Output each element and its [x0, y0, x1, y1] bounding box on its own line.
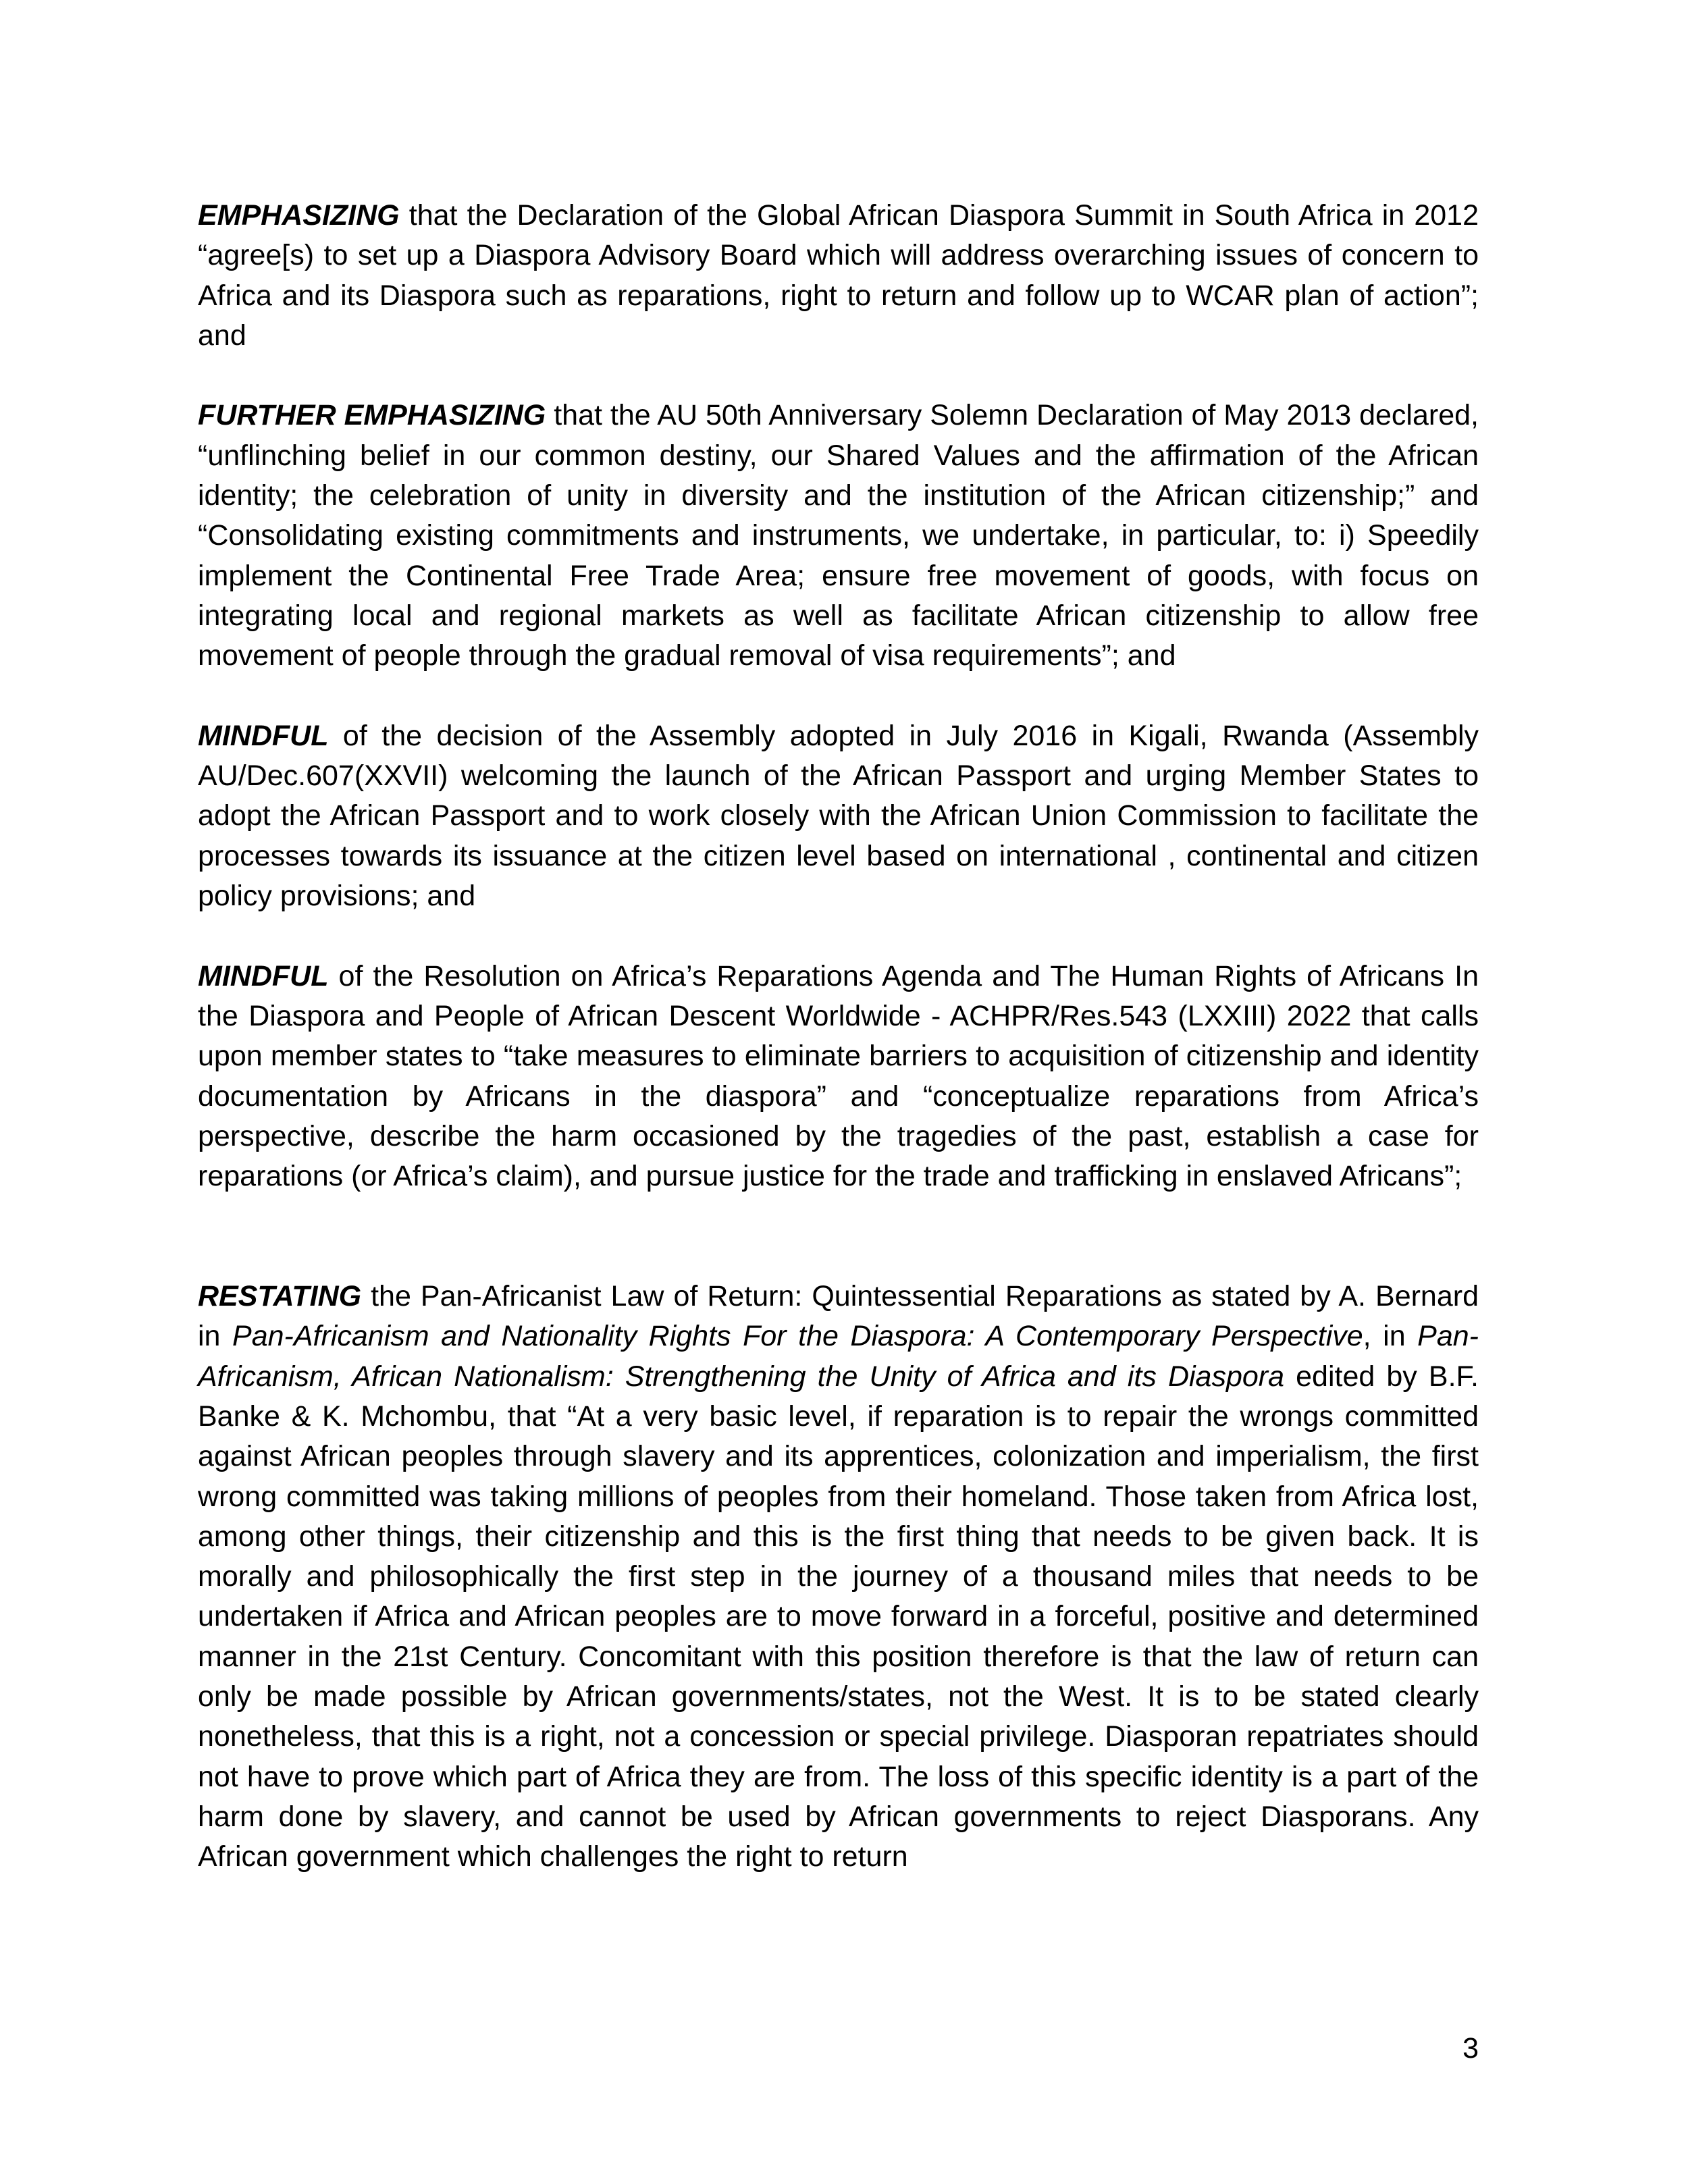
paragraph-mindful-assembly	[198, 716, 1479, 916]
paragraph-text: , in	[1363, 1320, 1418, 1353]
paragraph-text: that the AU 50th Anniversary Solemn Declaration of May 2013 declared, “unflinching belief in our common destiny, our Shared Values and the affirmation of the African identity; the celebration of unity in diversity and the institution of the African citizenship;” and “Consolidating existing commitments and instruments, we undertake, in particular, to: i) Speedily implement the Continental Free Trade Area; ensure free movement of goods, with focus on integrating local and regional markets as well as facilitate African citizenship to allow free movement of people through the gradual removal of visa requirements”; and	[198, 399, 1479, 672]
document-body	[198, 196, 1479, 1877]
cited-book-title: Pan-Africanism, African Nationalism: Strengthening the Unity of Africa and its Diaspora	[198, 1320, 1479, 1393]
paragraph-text: that the Declaration of the Global African Diaspora Summit in South Africa in 2012 “agree[s) to set up a Diaspora Advisory Board which will address overarching issues of concern to Africa and its Diaspora such as reparations, right to return and follow up to WCAR plan of action”; and	[198, 199, 1479, 352]
paragraph-text: of the decision of the Assembly adopted in July 2016 in Kigali, Rwanda (Assembly AU/Dec.607(XXVII) welcoming the launch of the African Passport and urging Member States to adopt the African Passport and to work closely with the African Union Commission to facilitate the processes towards its issuance at the citizen level based on international , continental and citizen policy provisions; and	[198, 719, 1479, 913]
page-number: 3	[1462, 2032, 1479, 2065]
paragraph-lead: FURTHER EMPHASIZING	[198, 399, 546, 432]
paragraph-lead: EMPHASIZING	[198, 199, 400, 232]
paragraph-further-emphasizing	[198, 396, 1479, 676]
paragraph-text: of the Resolution on Africa’s Reparations Agenda and The Human Rights of Africans In the Diaspora and People of African Descent Worldwide - ACHPR/Res.543 (LXXIII) 2022 that calls upon member states to “take measures to eliminate barriers to acquisition of citizenship and identity documentation by Africans in the diaspora” and “conceptualize reparations from Africa’s perspective, describe the harm occasioned by the tragedies of the past, establish a case for reparations (or Africa’s claim), and pursue justice for the trade and trafficking in enslaved Africans”;	[198, 959, 1479, 1193]
paragraph-lead: MINDFUL	[198, 719, 329, 752]
paragraph-restating	[198, 1277, 1479, 1877]
paragraph-emphasizing	[198, 196, 1479, 356]
paragraph-text: edited by B.F. Banke & K. Mchombu, that “At a very basic level, if reparation is to repair the wrongs committed against African peoples through slavery and its apprentices, colonization and imperialism, the first wrong committed was taking millions of peoples from their homeland. Those taken from Africa lost, among other things, their citizenship and this is the first thing that needs to be given back. It is morally and philosophically the first step in the journey of a thousand miles that needs to be undertaken if Africa and African peoples are to move forward in a forceful, positive and determined manner in the 21st Century. Concomitant with this position therefore is that the law of return can only be made possible by African governments/states, not the West. It is to be stated clearly nonetheless, that this is a right, not a concession or special privilege. Diasporan repatriates should not have to prove which part of Africa they are from. The loss of this specific identity is a part of the harm done by slavery, and cannot be used by African governments to reject Diasporans. Any African government which challenges the right to return	[198, 1360, 1479, 1873]
paragraph-mindful-resolution	[198, 957, 1479, 1197]
paragraph-lead: RESTATING	[198, 1280, 362, 1313]
paragraph-text: the Pan-Africanist Law of Return: Quintessential Reparations as stated by A. Bernard in	[198, 1280, 1479, 1353]
paragraph-lead: MINDFUL	[198, 959, 329, 992]
cited-work-title: Pan-Africanism and Nationality Rights For the Diaspora: A Contemporary Perspective	[232, 1320, 1363, 1353]
